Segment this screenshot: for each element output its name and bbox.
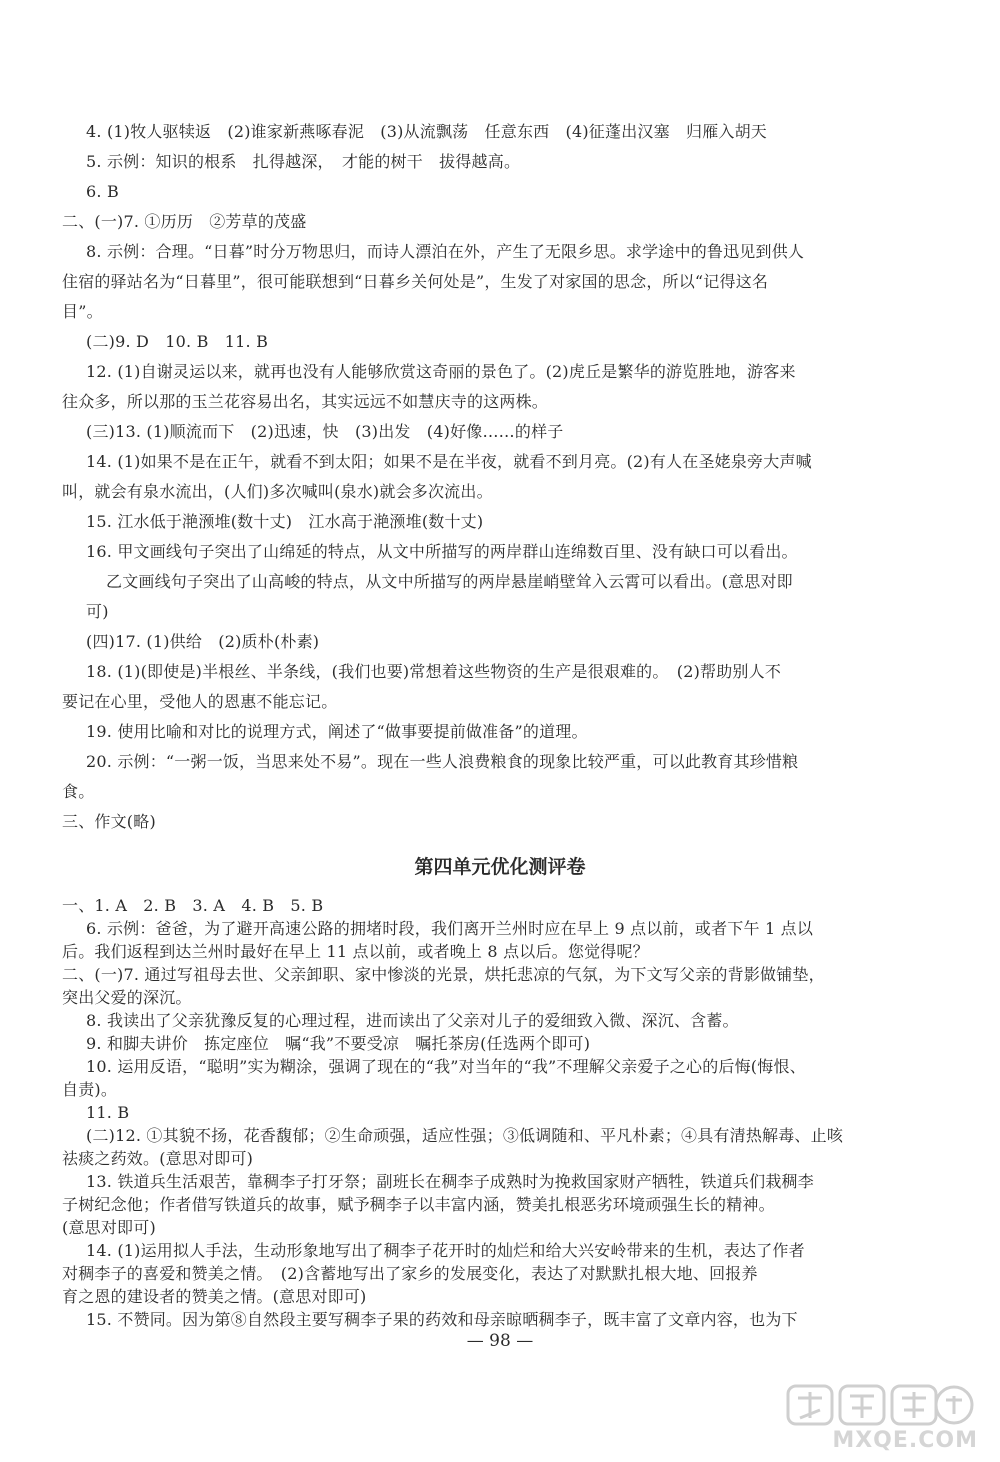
- answer-watermark-logo: [718, 1382, 978, 1454]
- text-line: 18. (1)(即使是)半根丝、半条线，(我们也要)常想着这些物资的生产是很艰难的。 (2)帮助别人不: [86, 662, 782, 681]
- text-line: 8. 示例：合理。“日暮”时分万物思归，而诗人漂泊在外，产生了无限乡思。求学途中的鲁迅见到供人: [86, 242, 805, 261]
- text-line: 6. 示例：爸爸，为了避开高速公路的拥堵时段，我们离开兰州时应在早上 9 点以前，或者下午 1 点以: [86, 919, 814, 938]
- text-line: 对稠李子的喜爱和赞美之情。 (2)含蓄地写出了家乡的发展变化，表达了对默默扎根大地、回报养: [62, 1264, 758, 1283]
- text-line: 4. (1)牧人驱犊返 (2)谁家新燕啄春泥 (3)从流飘荡 任意东西 (4)征蓬出汉塞 归雁入胡天: [86, 122, 768, 141]
- text-line: 二、(一)7. 通过写祖母去世、父亲卸职、家中惨淡的光景，烘托悲凉的气氛，为下文写父亲的背影做铺垫，: [62, 965, 825, 984]
- text-line: 16. 甲文画线句子突出了山绵延的特点，从文中所描写的两岸群山连绵数百里、没有缺口可以看出。: [86, 542, 798, 561]
- text-line: (意思对即可): [62, 1218, 156, 1237]
- text-line: 突出父爱的深沉。: [62, 988, 192, 1007]
- text-line: (四)17. (1)供给 (2)质朴(朴素): [86, 632, 320, 651]
- section-title: 第四单元优化测评卷: [414, 856, 586, 878]
- text-line: 6. B: [86, 182, 119, 201]
- text-line: 8. 我读出了父亲犹豫反复的心理过程，进而读出了父亲对儿子的爱细致入微、深沉、含蓄。: [86, 1011, 739, 1030]
- text-line: 14. (1)运用拟人手法，生动形象地写出了稠李子花开时的灿烂和给大兴安岭带来的生机，表达了作者: [86, 1241, 805, 1260]
- text-line: (二)12. ①其貌不扬，花香馥郁；②生命顽强，适应性强；③低调随和、平凡朴素；④具有清热解毒、止咳: [86, 1126, 844, 1145]
- text-line: 子树纪念他；作者借写铁道兵的故事，赋予稠李子以丰富内涵，赞美扎根恶劣环境顽强生长的精神。: [62, 1195, 775, 1214]
- text-line: 20. 示例：“一粥一饭，当思来处不易”。现在一些人浪费粮食的现象比较严重，可以此教育其珍惜粮: [86, 752, 799, 771]
- text-line: 5. 示例：知识的根系 扎得越深， 才能的树干 拔得越高。: [86, 152, 521, 171]
- text-line: 食。: [62, 782, 95, 801]
- text-line: 要记在心里，受他人的恩惠不能忘记。: [62, 692, 338, 711]
- text-line: 目”。: [62, 302, 103, 321]
- text-line: 可): [86, 602, 109, 621]
- text-line: 9. 和脚夫讲价 拣定座位 嘱“我”不要受凉 嘱托茶房(任选两个即可): [86, 1034, 591, 1053]
- text-line: 三、作文(略): [62, 812, 156, 831]
- text-line: 往众多，所以那的玉兰花容易出名，其实远远不如慧庆寺的这两株。: [62, 392, 549, 411]
- text-line: 育之恩的建设者的赞美之情。(意思对即可): [62, 1287, 367, 1306]
- text-line: (三)13. (1)顺流而下 (2)迅速，快 (3)出发 (4)好像……的样子: [86, 422, 564, 441]
- text-line: 15. 江水低于滟滪堆(数十丈) 江水高于滟滪堆(数十丈): [86, 512, 484, 531]
- text-line: 自责)。: [62, 1080, 118, 1099]
- watermark-text: MXQE.COM: [832, 1428, 978, 1453]
- text-line: 一、1. A 2. B 3. A 4. B 5. B: [62, 896, 324, 915]
- watermark-icon: [718, 1382, 978, 1430]
- text-line: 10. 运用反语，“聪明”实为糊涂，强调了现在的“我”对当年的“我”不理解父亲爱子之心的后悔(悔恨、: [86, 1057, 806, 1076]
- text-line: 住宿的驿站名为“日暮里”，很可能联想到“日暮乡关何处是”，生发了对家国的思念，所以“记得这名: [62, 272, 769, 291]
- page-number: — 98 —: [466, 1331, 534, 1351]
- text-line: 14. (1)如果不是在正午，就看不到太阳；如果不是在半夜，就看不到月亮。(2)有人在圣姥泉旁大声喊: [86, 452, 812, 471]
- text-line: 后。我们返程到达兰州时最好在早上 11 点以前，或者晚上 8 点以后。您觉得呢？: [62, 942, 649, 961]
- text-line: 15. 不赞同。因为第⑧自然段主要写稠李子果的药效和母亲晾晒稠李子，既丰富了文章内容，也为下: [86, 1310, 798, 1329]
- text-line: 叫，就会有泉水流出，(人们)多次喊叫(泉水)就会多次流出。: [62, 482, 493, 501]
- text-line: (二)9. D 10. B 11. B: [86, 332, 269, 351]
- text-line: 13. 铁道兵生活艰苦，靠稠李子打牙祭；副班长在稠李子成熟时为挽救国家财产牺牲，铁道兵们栽稠李: [86, 1172, 814, 1191]
- text-line: 11. B: [86, 1103, 130, 1122]
- text-line: 祛痰之药效。(意思对即可): [62, 1149, 254, 1168]
- text-line: 二、(一)7. ①历历 ②芳草的茂盛: [62, 212, 307, 231]
- text-line: 12. (1)自谢灵运以来，就再也没有人能够欣赏这奇丽的景色了。(2)虎丘是繁华的游览胜地，游客来: [86, 362, 796, 381]
- text-line: 乙文画线句子突出了山高峻的特点，从文中所描写的两岸悬崖峭壁耸入云霄可以看出。(意思对即: [106, 572, 793, 591]
- text-line: 19. 使用比喻和对比的说理方式，阐述了“做事要提前做准备”的道理。: [86, 722, 588, 741]
